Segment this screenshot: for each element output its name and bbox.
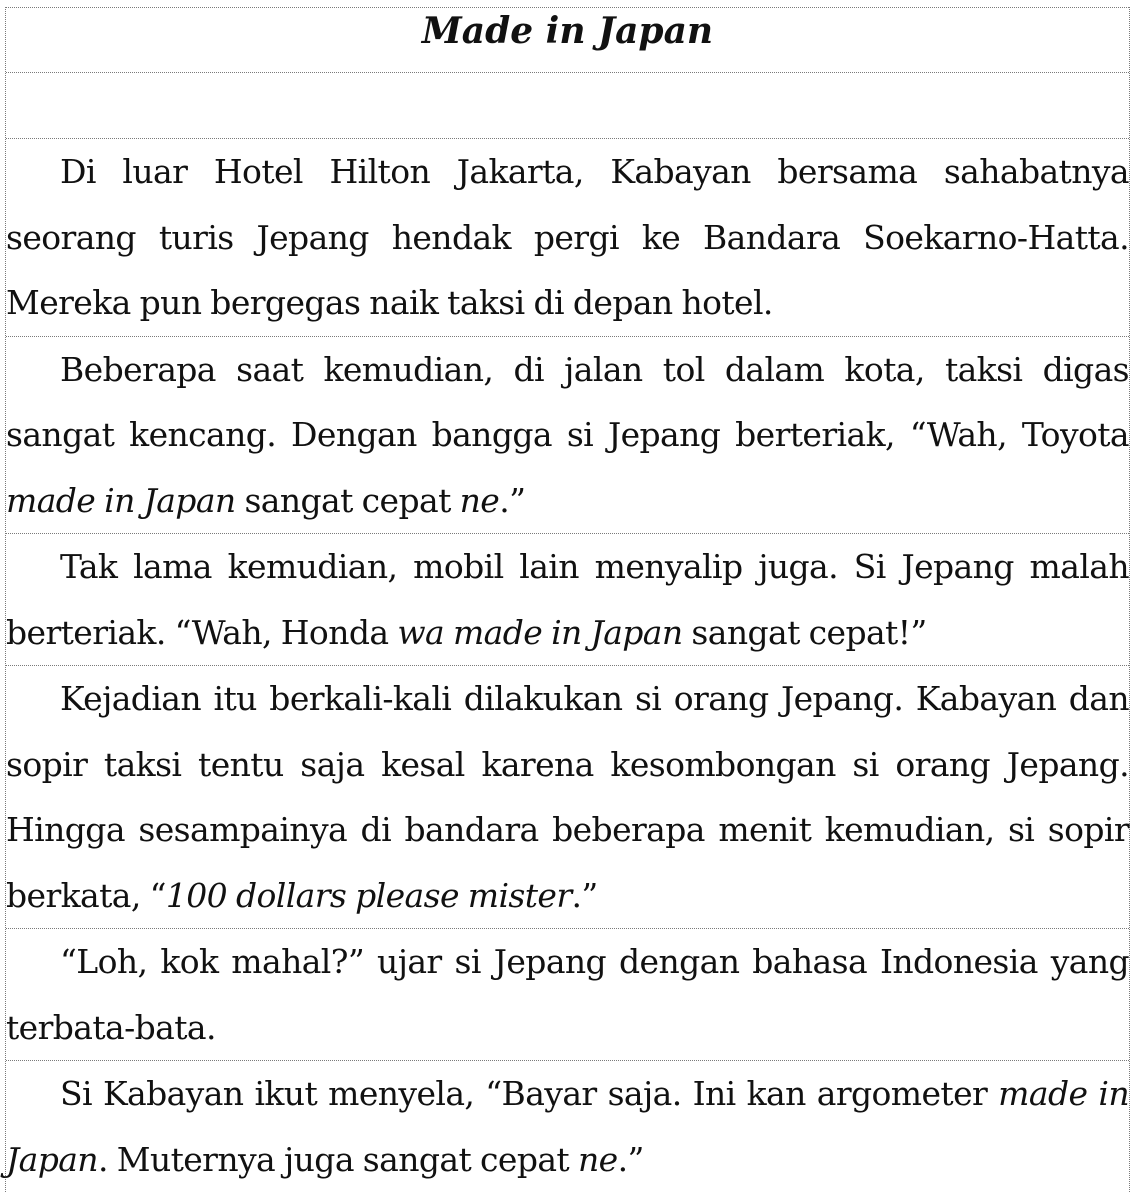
- text-run: . Muternya juga sangat cepat: [97, 1139, 578, 1179]
- paragraph-row: [6, 138, 1129, 336]
- paragraph-row: [6, 928, 1129, 1060]
- text-run: Kejadian itu berkali-kali dilakukan si orang Jepang. Kabayan dan sopir taksi tentu saja kesal karena kesombongan si orang Jepang. Hingga sesampainya di bandara beberapa menit kemudian, si sopir berkata, “: [6, 679, 1129, 915]
- paragraph-2: [6, 337, 1129, 534]
- blank-row: [6, 72, 1129, 138]
- paragraph-5: [6, 929, 1129, 1060]
- paragraph-3: [6, 534, 1129, 665]
- paragraph-1: [6, 139, 1129, 336]
- paragraph-row: [6, 1060, 1129, 1192]
- text-run: Di luar Hotel Hilton Jakarta, Kabayan bersama sahabatnya seorang turis Jepang hendak pergi ke Bandara Soekarno-Hatta. Mereka pun bergegas naik taksi di depan hotel.: [6, 152, 1129, 322]
- paragraph-4: [6, 666, 1129, 928]
- italic-text: ne: [577, 1139, 618, 1179]
- paragraph-row: [6, 665, 1129, 928]
- paragraph-row: [6, 336, 1129, 534]
- story-title: Made in Japan: [421, 10, 714, 52]
- text-run: Si Kabayan ikut menyela, “Bayar saja. Ini kan argometer: [60, 1074, 999, 1113]
- italic-text: 100 dollars please mister: [165, 875, 572, 915]
- text-run: Beberapa saat kemudian, di jalan tol dalam kota, taksi digas sangat kencang. Dengan bangga si Jepang berteriak, “Wah, Toyota: [6, 349, 1129, 454]
- text-run: .”: [499, 480, 526, 520]
- text-run: .”: [617, 1139, 644, 1179]
- italic-text: made in Japan: [6, 480, 236, 520]
- italic-text: wa made in Japan: [397, 612, 683, 652]
- italic-text: ne: [459, 480, 500, 520]
- title-row: [6, 7, 1129, 72]
- text-run: sangat cepat!”: [682, 612, 927, 652]
- paragraph-6: [6, 1061, 1129, 1192]
- text-run: “Loh, kok mahal?” ujar si Jepang dengan bahasa Indonesia yang terbata-bata.: [6, 942, 1129, 1047]
- paragraph-row: [6, 533, 1129, 665]
- italic-text: made in Japan: [6, 1074, 1129, 1179]
- document: [5, 7, 1130, 1192]
- text-run: Tak lama kemudian, mobil lain menyalip juga. Si Jepang malah berteriak. “Wah, Honda: [6, 547, 1129, 652]
- text-run: .”: [571, 875, 598, 915]
- text-run: sangat cepat: [235, 480, 460, 520]
